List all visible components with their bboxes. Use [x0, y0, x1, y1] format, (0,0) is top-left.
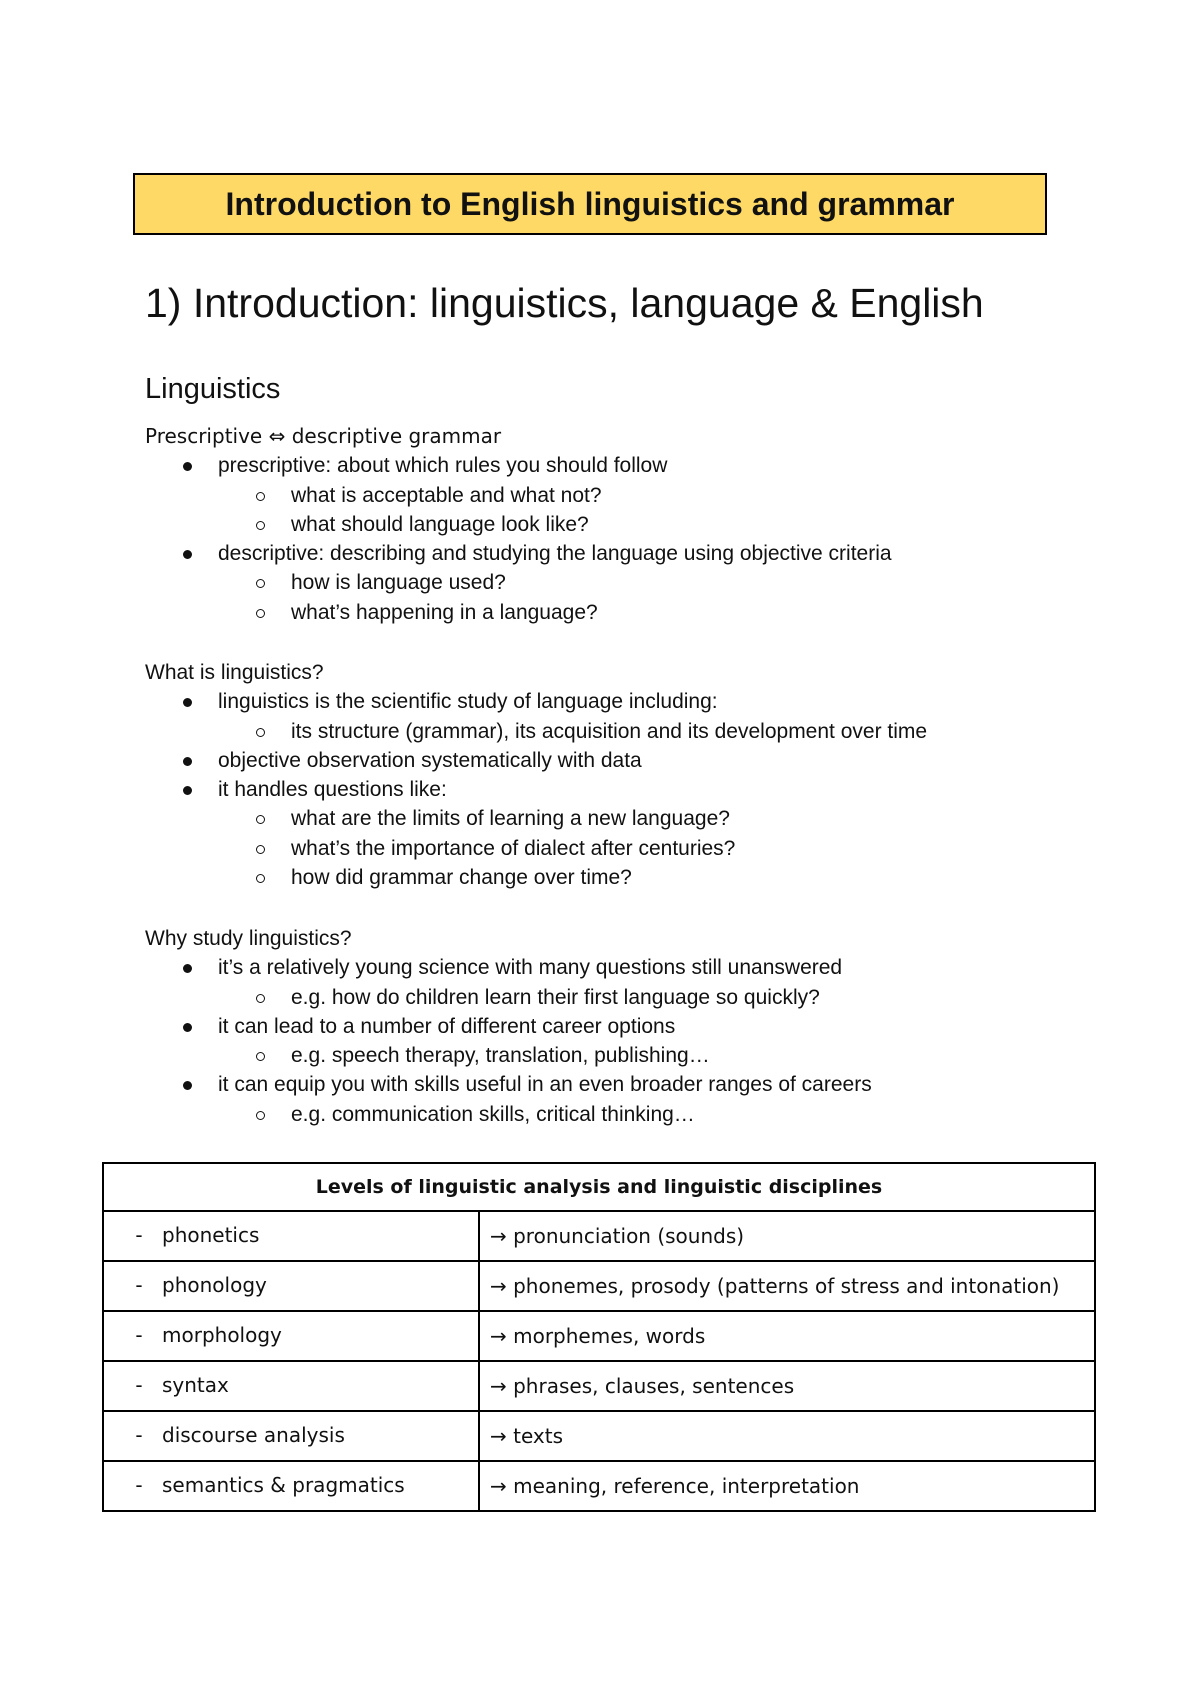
levels-table — [102, 1162, 1096, 1512]
term-text: phonetics — [162, 1223, 260, 1247]
dash-marker: - — [135, 1473, 143, 1497]
table-cell-term — [103, 1261, 479, 1311]
hollow-bullet-icon — [256, 492, 265, 501]
table-row — [103, 1361, 1095, 1411]
dash-marker: - — [135, 1323, 143, 1347]
list-item-text: it can equip you with skills useful in an even broader ranges of careers — [218, 1073, 872, 1097]
term-text: discourse analysis — [162, 1423, 345, 1447]
sub-list — [218, 481, 1105, 540]
sub-list-item — [218, 481, 1105, 510]
list-item — [145, 687, 1105, 746]
dash-marker: - — [135, 1423, 143, 1447]
list-item-text: it handles questions like: — [218, 778, 447, 802]
table-cell-description: → meaning, reference, interpretation — [479, 1461, 1095, 1511]
sub-list-item-text: what are the limits of learning a new language? — [291, 807, 730, 831]
table-header: Levels of linguistic analysis and linguistic disciplines — [103, 1163, 1095, 1211]
term-text: phonology — [162, 1273, 267, 1297]
bullet-list — [145, 953, 1105, 1129]
term-text: morphology — [162, 1323, 282, 1347]
levels-table-wrapper — [102, 1162, 1096, 1512]
sub-list-item — [218, 983, 1105, 1012]
sub-list-item — [218, 598, 1105, 627]
hollow-bullet-icon — [256, 728, 265, 737]
hollow-bullet-icon — [256, 521, 265, 530]
list-item-text: descriptive: describing and studying the language using objective criteria — [218, 542, 892, 566]
term-text: semantics & pragmatics — [162, 1473, 405, 1497]
filled-bullet-icon — [183, 550, 192, 559]
hollow-bullet-icon — [256, 1111, 265, 1120]
sub-list — [218, 983, 1105, 1012]
sub-list-item-text: what’s the importance of dialect after centuries? — [291, 836, 736, 860]
table-row — [103, 1261, 1095, 1311]
bullet-list — [145, 451, 1105, 627]
dash-marker: - — [135, 1373, 143, 1397]
list-item — [145, 746, 1105, 775]
table-cell-term — [103, 1311, 479, 1361]
title-banner — [133, 173, 1047, 235]
filled-bullet-icon — [183, 1081, 192, 1090]
filled-bullet-icon — [183, 964, 192, 973]
table-cell-term — [103, 1461, 479, 1511]
table-row — [103, 1211, 1095, 1261]
table-row — [103, 1411, 1095, 1461]
hollow-bullet-icon — [256, 1052, 265, 1061]
sub-list-item — [218, 1041, 1105, 1070]
sub-list — [218, 804, 1105, 892]
list-item-text: linguistics is the scientific study of language including: — [218, 690, 718, 714]
list-item — [145, 451, 1105, 539]
filled-bullet-icon — [183, 757, 192, 766]
sub-list-item-text: e.g. communication skills, critical thinking… — [291, 1102, 695, 1126]
sub-list — [218, 568, 1105, 627]
table-cell-description: → morphemes, words — [479, 1311, 1095, 1361]
sub-list-item-text: how did grammar change over time? — [291, 866, 632, 890]
list-item-text: objective observation systematically with data — [218, 748, 642, 772]
list-item — [145, 775, 1105, 892]
table-cell-description: → texts — [479, 1411, 1095, 1461]
table-cell-description: → pronunciation (sounds) — [479, 1211, 1095, 1261]
hollow-bullet-icon — [256, 994, 265, 1003]
dash-marker: - — [135, 1223, 143, 1247]
sub-list-item-text: its structure (grammar), its acquisition and its development over time — [291, 719, 928, 743]
section-heading: 1) Introduction: linguistics, language & English — [145, 280, 984, 326]
sub-list-item — [218, 568, 1105, 597]
filled-bullet-icon — [183, 698, 192, 707]
what-is-linguistics-block — [145, 658, 1105, 892]
sub-list-item — [218, 834, 1105, 863]
sub-list — [218, 1041, 1105, 1070]
block-lead: Prescriptive ⇔ descriptive grammar — [145, 424, 502, 448]
term-text: syntax — [162, 1373, 229, 1397]
list-item-text: it can lead to a number of different career options — [218, 1014, 676, 1038]
sub-list-item — [218, 717, 1105, 746]
sub-list-item — [218, 1100, 1105, 1129]
dash-marker: - — [135, 1273, 143, 1297]
sub-list-item-text: what is acceptable and what not? — [291, 483, 602, 507]
sub-list — [218, 1100, 1105, 1129]
block-lead: Why study linguistics? — [145, 927, 352, 950]
list-item — [145, 539, 1105, 627]
list-item-text: it’s a relatively young science with many questions still unanswered — [218, 956, 843, 980]
hollow-bullet-icon — [256, 874, 265, 883]
filled-bullet-icon — [183, 462, 192, 471]
hollow-bullet-icon — [256, 815, 265, 824]
document-title: Introduction to English linguistics and grammar — [225, 185, 955, 222]
list-item — [145, 1070, 1105, 1129]
sub-list-item — [218, 804, 1105, 833]
sub-list-item-text: what should language look like? — [291, 512, 589, 536]
sub-list-item-text: how is language used? — [291, 571, 506, 595]
sub-list-item — [218, 510, 1105, 539]
list-item — [145, 1012, 1105, 1071]
sub-list-item — [218, 863, 1105, 892]
filled-bullet-icon — [183, 786, 192, 795]
filled-bullet-icon — [183, 1023, 192, 1032]
sub-list — [218, 717, 1105, 746]
hollow-bullet-icon — [256, 845, 265, 854]
table-row — [103, 1311, 1095, 1361]
table-cell-term — [103, 1361, 479, 1411]
prescriptive-descriptive-block — [145, 422, 1105, 627]
sub-list-item-text: e.g. speech therapy, translation, publishing… — [291, 1044, 710, 1068]
table-cell-term — [103, 1411, 479, 1461]
block-lead: What is linguistics? — [145, 661, 324, 684]
list-item — [145, 953, 1105, 1012]
sub-list-item-text: e.g. how do children learn their first language so quickly? — [291, 985, 820, 1009]
sub-list-item-text: what’s happening in a language? — [291, 600, 598, 624]
table-cell-description: → phrases, clauses, sentences — [479, 1361, 1095, 1411]
bullet-list — [145, 687, 1105, 892]
hollow-bullet-icon — [256, 609, 265, 618]
why-study-linguistics-block — [145, 924, 1105, 1129]
sub-heading-linguistics: Linguistics — [145, 373, 281, 405]
table-row — [103, 1461, 1095, 1511]
hollow-bullet-icon — [256, 579, 265, 588]
table-header-row — [103, 1163, 1095, 1211]
table-cell-term — [103, 1211, 479, 1261]
list-item-text: prescriptive: about which rules you should follow — [218, 454, 668, 478]
table-cell-description: → phonemes, prosody (patterns of stress and intonation) — [479, 1261, 1095, 1311]
